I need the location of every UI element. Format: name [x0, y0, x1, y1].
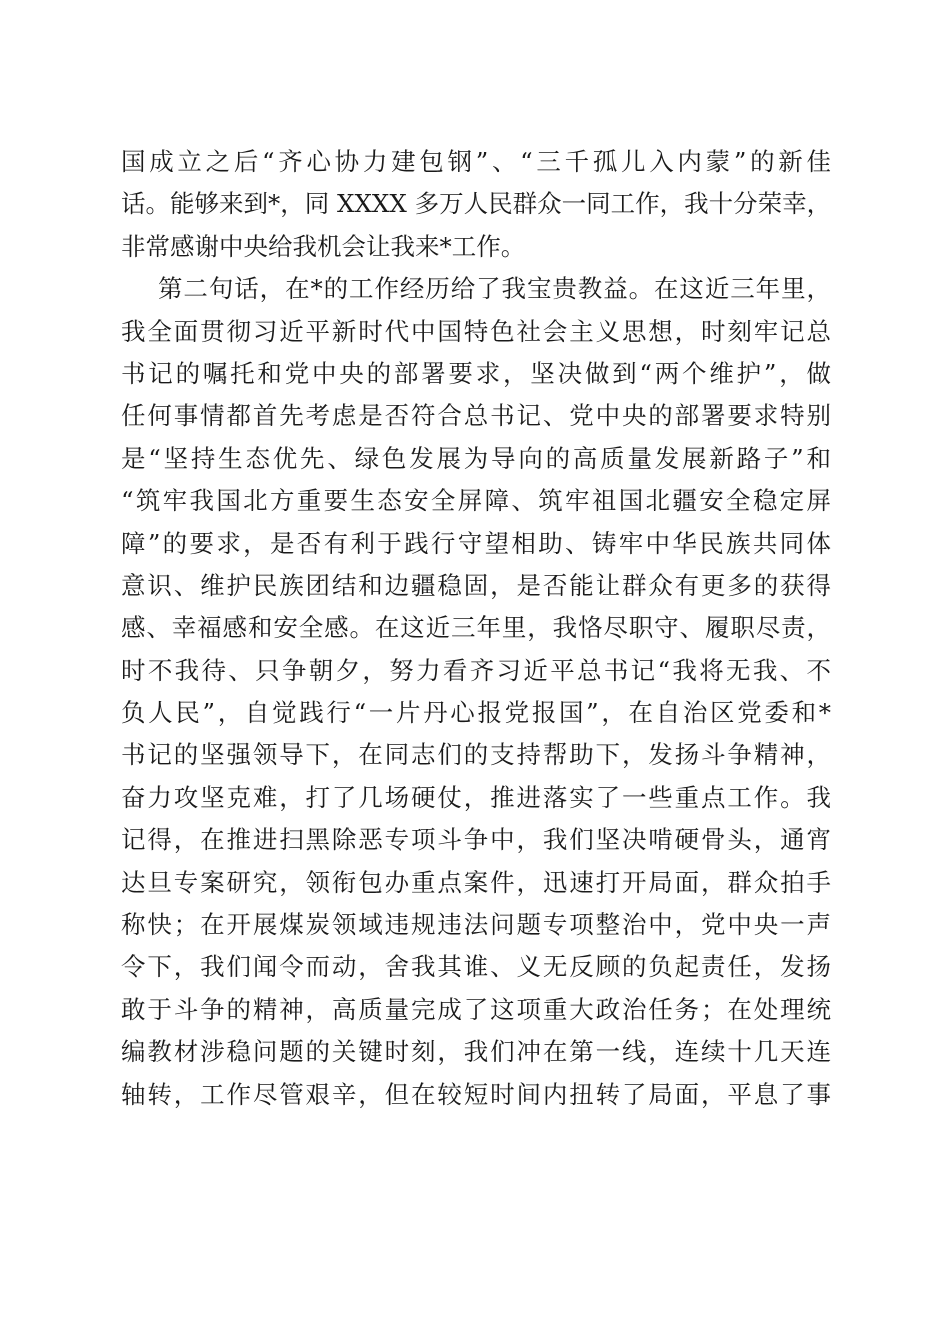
text-line: 任何事情都首先考虑是否符合总书记、党中央的部署要求特别: [121, 401, 831, 431]
text-line: 话。能够来到*，同 XXXX 多万人民群众一同工作，我十分荣幸，: [121, 189, 831, 219]
body-text: [121, 141, 831, 1116]
paragraph-first-line: 第二句话，在*的工作经历给了我宝贵教益。在这近三年里，: [158, 274, 831, 304]
text-line: 称快；在开展煤炭领域违规违法问题专项整治中，党中央一声: [121, 910, 831, 940]
text-line: 我全面贯彻习近平新时代中国特色社会主义思想，时刻牢记总: [121, 316, 831, 346]
text-line: 令下，我们闻令而动，舍我其谁、义无反顾的负起责任，发扬: [121, 952, 831, 982]
text-line: 负人民”，自觉践行“一片丹心报党报国”，在自治区党委和*: [121, 698, 831, 728]
text-line: 时不我待、只争朝夕，努力看齐习近平总书记“我将无我、不: [121, 655, 831, 685]
text-line: 编教材涉稳问题的关键时刻，我们冲在第一线，连续十几天连: [121, 1037, 831, 1067]
text-line: 障”的要求，是否有利于践行守望相助、铸牢中华民族共同体: [121, 528, 831, 558]
text-line: 意识、维护民族团结和边疆稳固，是否能让群众有更多的获得: [121, 570, 831, 600]
text-line: 书记的坚强领导下，在同志们的支持帮助下，发扬斗争精神，: [121, 740, 831, 770]
text-line: 是“坚持生态优先、绿色发展为导向的高质量发展新路子”和: [121, 443, 831, 473]
paragraph-end-line: 非常感谢中央给我机会让我来*工作。: [121, 231, 526, 261]
text-line: 达旦专案研究，领衔包办重点案件，迅速打开局面，群众拍手: [121, 867, 831, 897]
text-line: 记得，在推进扫黑除恶专项斗争中，我们坚决啃硬骨头，通宵: [121, 825, 831, 855]
text-line: “筑牢我国北方重要生态安全屏障、筑牢祖国北疆安全稳定屏: [121, 486, 831, 516]
text-line: 敢于斗争的精神，高质量完成了这项重大政治任务；在处理统: [121, 994, 831, 1024]
text-line: 感、幸福感和安全感。在这近三年里，我恪尽职守、履职尽责，: [121, 613, 831, 643]
text-line: 轴转，工作尽管艰辛，但在较短时间内扭转了局面，平息了事: [121, 1079, 831, 1109]
text-line: 国成立之后“齐心协力建包钢”、“三千孤儿入内蒙”的新佳: [121, 147, 831, 176]
text-line: 奋力攻坚克难，打了几场硬仗，推进落实了一些重点工作。我: [121, 782, 831, 812]
text-line: 书记的嘱托和党中央的部署要求，坚决做到“两个维护”，做: [121, 358, 831, 388]
